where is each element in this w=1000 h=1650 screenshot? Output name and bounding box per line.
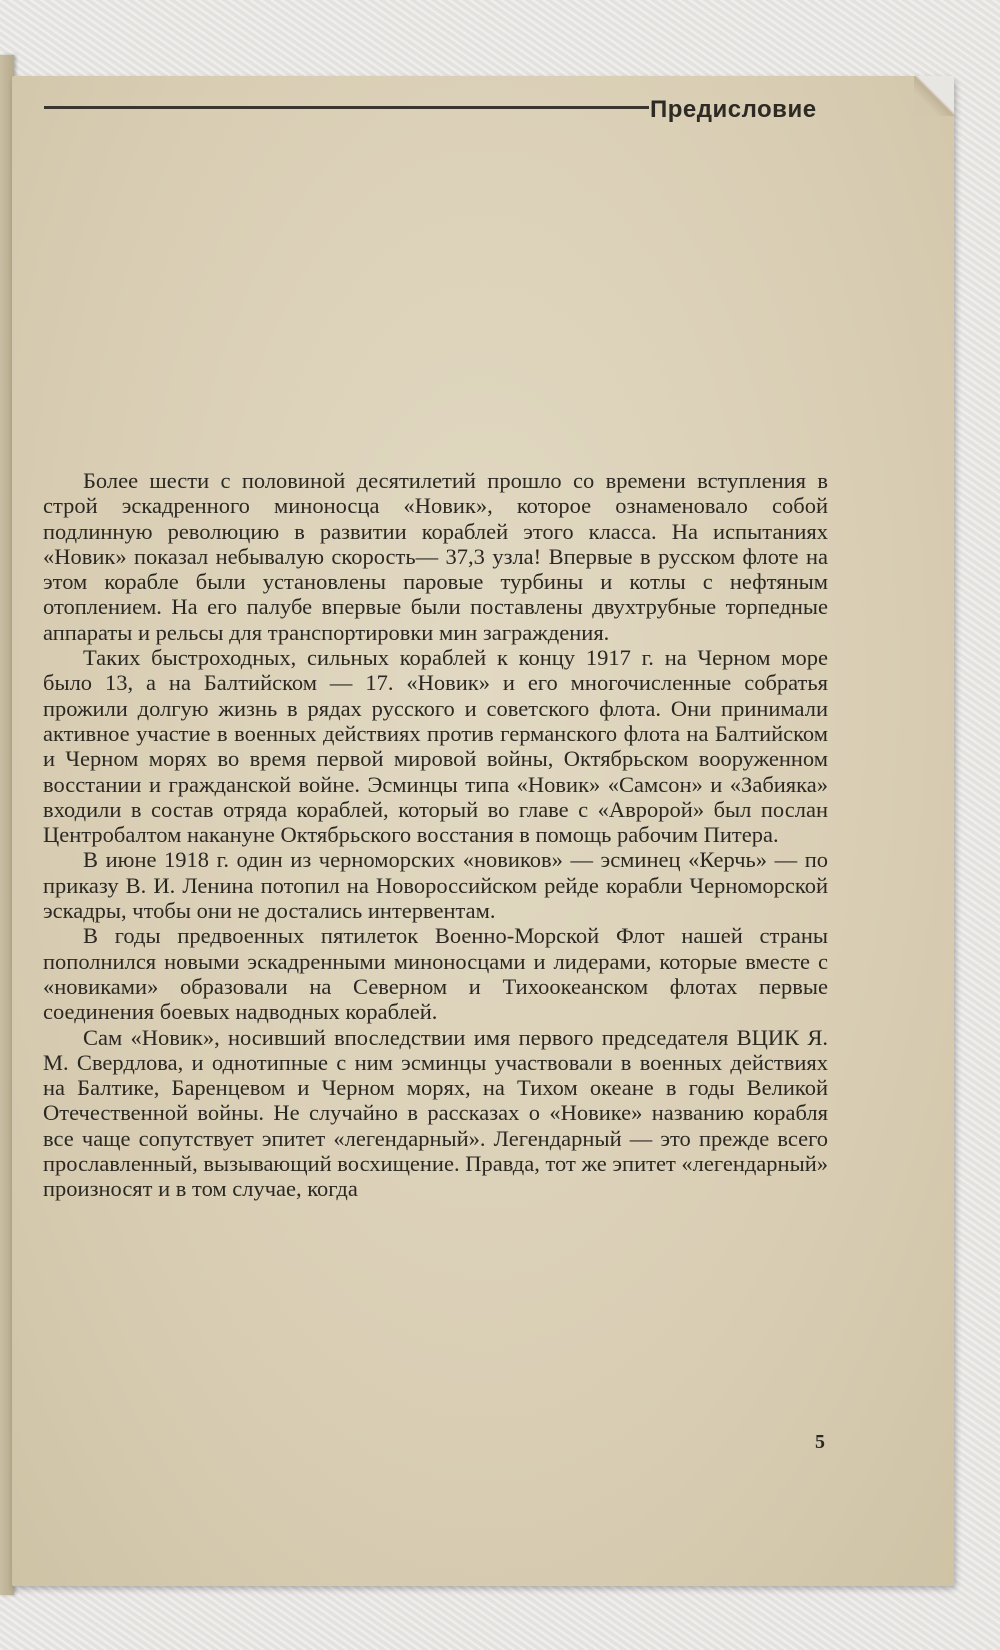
paragraph: Таких быстроходных, сильных кораблей к концу 1917 г. на Черном море было 13, а на Балтийском — 17. «Новик» и его многочисленные собратья прожили долгую жизнь в рядах русского и советского флота. Они принимали активное участие в военных действиях против германского флота на Балтийском и Черном морях во время первой мировой войны, Октябрьском вооруженном восстании и гражданской войне. Эсминцы типа «Новик» «Самсон» и «Забияка» входили в состав отряда кораблей, который во главе с «Авророй» был послан Центробалтом накануне Октябрьского восстания в помощь рабочим Питера. — [43, 645, 828, 848]
paragraph: Сам «Новик», носивший впоследствии имя первого председателя ВЦИК Я. М. Свердлова, и однотипные с ним эсминцы участвовали в военных действиях на Балтике, Баренцевом и Черном морях, на Тихом океане в годы Великой Отечественной войны. Не случайно в рассказах о «Новике» названию корабля все чаще сопутствует эпитет «легендарный». Легендарный — это прежде всего прославленный, вызывающий восхищение. Правда, тот же эпитет «легендарный» произносят и в том случае, когда — [43, 1024, 828, 1202]
header-rule — [44, 106, 649, 109]
body-text — [43, 468, 828, 1202]
page-corner-curl — [914, 76, 954, 116]
paragraph: В июне 1918 г. один из черноморских «новиков» — эсминец «Керчь» — по приказу В. И. Ленина потопил на Новороссийском рейде корабли Черноморской эскадры, чтобы они не достались интервентам. — [43, 847, 828, 924]
section-title: Предисловие — [650, 96, 817, 123]
page-number: 5 — [815, 1431, 825, 1453]
paragraph: В годы предвоенных пятилеток Военно-Морской Флот нашей страны пополнился новыми эскадренными миноносцами и лидерами, которые вместе с «новиками» образовали на Северном и Тихоокеанском флотах первые соединения боевых надводных кораблей. — [43, 923, 828, 1025]
paragraph: Более шести с половиной десятилетий прошло со времени вступления в строй эскадренного миноносца «Новик», которое ознаменовало собой подлинную революцию в развитии кораблей этого класса. На испытаниях «Новик» показал небывалую скорость— 37,3 узла! Впервые в русском флоте на этом корабле были установлены паровые турбины и котлы с нефтяным отоплением. На его палубе впервые были поставлены двухтрубные торпедные аппараты и рельсы для транспортировки мин заграждения. — [43, 468, 828, 645]
